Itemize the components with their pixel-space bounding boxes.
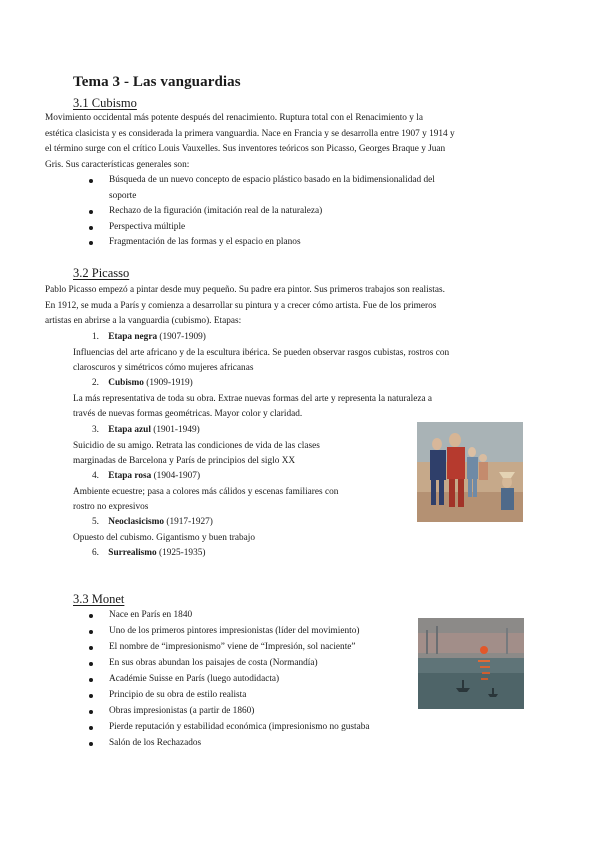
picasso-line-1: Pablo Picasso empezó a pintar desde muy pequeño. Su padre era pintor. Sus primeros trabajos son realistas. xyxy=(45,285,445,295)
monet-bullet: Salón de los Rechazados xyxy=(93,736,201,751)
stage-item: 2. Cubismo (1909-1919) xyxy=(92,378,193,388)
cubismo-line-1: Movimiento occidental más potente después del renacimiento. Ruptura total con el Renacimiento y la xyxy=(45,113,423,123)
section-heading-cubismo: 3.1 Cubismo xyxy=(73,96,137,110)
stage-desc: claroscuros y simétricos cómo mujeres africanas xyxy=(73,363,254,373)
monet-bullet: Uno de los primeros pintores impresionistas (líder del movimiento) xyxy=(93,624,359,639)
title-rest: - Las vanguardias xyxy=(120,74,241,90)
stage-desc: Suicidio de su amigo. Retrata las condiciones de vida de las clases xyxy=(73,440,320,451)
picasso-painting-image xyxy=(417,422,523,522)
monet-bullet: Académie Suisse en París (luego autodidacta) xyxy=(93,672,279,687)
stage-item: 5. Neoclasicismo (1917-1927) xyxy=(92,517,213,527)
cubismo-line-4: Gris. Sus características generales son: xyxy=(45,159,190,170)
monet-bullet: Nace en París en 1840 xyxy=(93,608,192,623)
cubismo-bullet: Rechazo de la figuración (imitación real de la naturaleza) xyxy=(93,204,322,219)
monet-bullet: Pierde reputación y estabilidad económica (impresionismo no gustaba xyxy=(93,720,370,735)
title-main: Tema 3 xyxy=(73,74,121,90)
stage-desc: Influencias del arte africano y de la escultura ibérica. Se pueden observar rasgos cubistas, rostros con xyxy=(73,347,450,358)
cubismo-line-3: el término surge con el crítico Louis Vauxelles. Sus inventores teóricos son Picasso, Georges Braque y Juan xyxy=(45,144,446,154)
cubismo-bullet: Búsqueda de un nuevo concepto de espacio plástico basado en la bidimensionalidad del xyxy=(93,173,526,188)
stage-item: 3. Etapa azul (1901-1949) xyxy=(92,425,200,435)
stage-item: 6. Surrealismo (1925-1935) xyxy=(92,548,206,558)
section-heading-picasso: 3.2 Picasso xyxy=(73,266,130,280)
monet-bullet: En sus obras abundan los paisajes de costa (Normandía) xyxy=(93,656,318,671)
stage-item: 1. Etapa negra (1907-1909) xyxy=(92,332,206,342)
cubismo-line-2: estética clasicista y es considerada la primera vanguardia. Nace en Francia y se desarrolla entre 1907 y 1914 y xyxy=(45,128,455,139)
monet-bullet: Obras impresionistas (a partir de 1860) xyxy=(93,704,254,719)
stage-desc: Ambiente ecuestre; pasa a colores más cálidos y escenas familiares con xyxy=(73,486,339,497)
cubismo-bullet: Perspectiva múltiple xyxy=(93,220,185,235)
picasso-line-3: artistas en abrirse a la vanguardia (cubismo). Etapas: xyxy=(45,316,242,326)
section-heading-monet: 3.3 Monet xyxy=(73,592,125,606)
stage-desc: Opuesto del cubismo. Gigantismo y buen trabajo xyxy=(73,532,256,543)
stage-desc: marginadas de Barcelona y París de principios del siglo XX xyxy=(73,456,296,466)
cubismo-bullet-continuation: soporte xyxy=(109,190,137,201)
picasso-line-2: En 1912, se muda a París y comienza a desarrollar su pintura y a crecer cómo artista. Fue de los primeros xyxy=(45,300,437,311)
monet-bullet: Principio de su obra de estilo realista xyxy=(93,688,246,703)
monet-painting-image xyxy=(418,618,524,709)
monet-bullet: El nombre de “impresionismo” viene de “Impresión, sol naciente” xyxy=(93,640,356,655)
page-title xyxy=(73,74,241,91)
stage-desc: través de nuevas formas geométricas. Mayor color y claridad. xyxy=(73,409,303,419)
stage-item: 4. Etapa rosa (1904-1907) xyxy=(92,471,201,481)
stage-desc: La más representativa de toda su obra. Extrae nuevas formas del arte y representa la naturaleza a xyxy=(73,393,433,404)
stage-desc: rostro no expresivos xyxy=(73,502,149,512)
cubismo-bullet: Fragmentación de las formas y el espacio en planos xyxy=(93,235,301,250)
